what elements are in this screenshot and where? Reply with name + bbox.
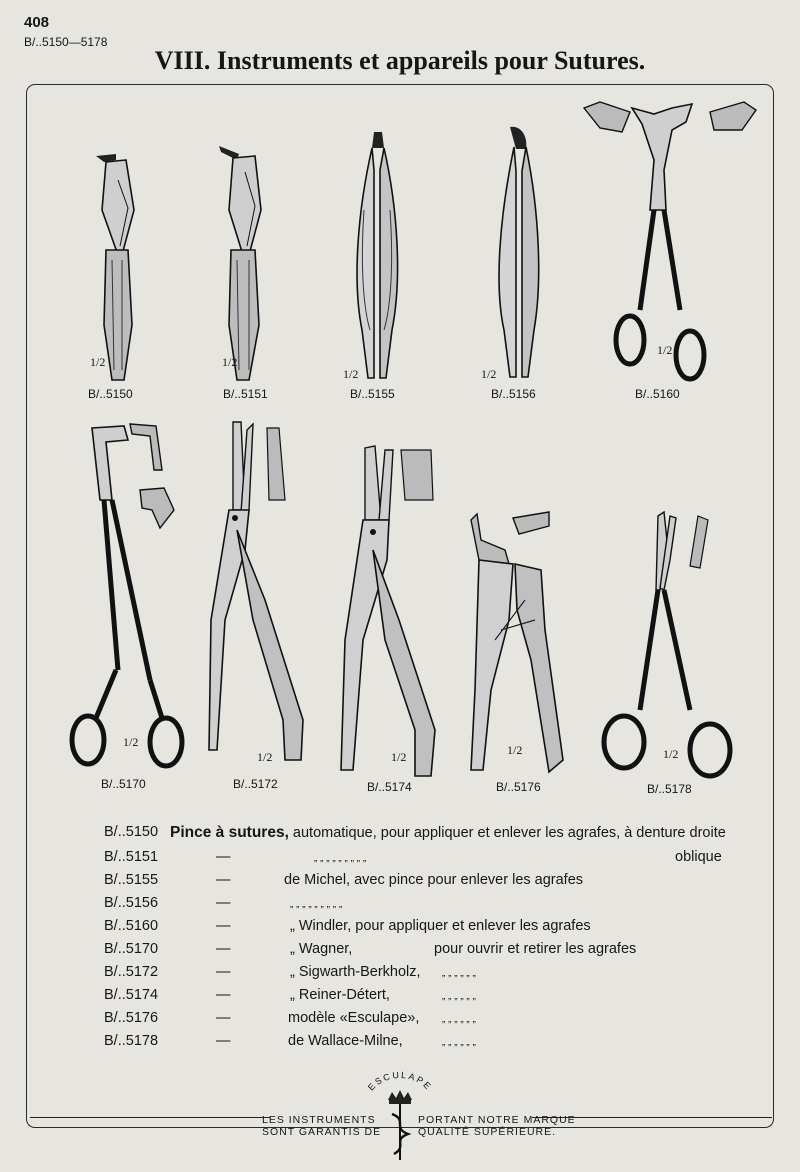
item-code: B/..5174 [104, 987, 159, 1003]
ditto-marks: „ „ „ „ „ „ „ „ „ [314, 853, 367, 864]
item-code: B/..5156 [104, 895, 159, 911]
item-dash: — [216, 964, 231, 980]
item-dash: — [216, 849, 231, 865]
item-description: oblique [675, 849, 722, 865]
figure-label: B/..5170 [101, 777, 146, 791]
item-code: B/..5172 [104, 964, 159, 980]
esculape-caduceus-crown-logo [362, 1069, 438, 1164]
scale-fraction: 1/2 [507, 743, 523, 757]
esculape-pliers-icon [465, 510, 575, 780]
suture-forceps-icon [92, 150, 142, 385]
item-code: B/..5150 [104, 824, 159, 840]
footer-text-left: LES INSTRUMENTS SONT GARANTIS DE [262, 1114, 382, 1138]
figure-label: B/..5176 [496, 780, 541, 794]
page-number: 408 [24, 14, 50, 31]
ditto-marks: „ „ „ „ „ „ [442, 991, 476, 1002]
item-dash: — [216, 1033, 231, 1049]
item-dash: — [216, 918, 231, 934]
item-description: pour ouvrir et retirer les agrafes [434, 941, 637, 957]
scale-fraction: 1/2 [343, 367, 359, 381]
michel-clip-forceps-curved-icon [490, 125, 545, 380]
item-code: B/..5151 [104, 849, 159, 865]
suture-forceps-oblique-icon [215, 140, 270, 385]
scale-fraction: 1/2 [90, 355, 106, 369]
item-dash: — [216, 987, 231, 1003]
scale-fraction: 1/2 [222, 355, 238, 369]
ditto-marks: „ „ „ „ „ „ [442, 1037, 476, 1048]
item-description: automatique, pour appliquer et enlever les agrafes, à denture droite [288, 825, 726, 841]
item-description: de Wallace-Milne, [288, 1033, 403, 1049]
ditto-marks: „ „ „ „ „ „ [442, 968, 476, 979]
item-description: „ Windler, pour appliquer et enlever les agrafes [290, 918, 591, 934]
wallace-milne-forceps-icon [600, 510, 735, 780]
item-description: de Michel, avec pince pour enlever les agrafes [284, 872, 584, 888]
scale-fraction: 1/2 [123, 735, 139, 749]
sigwarth-berkholz-pliers-icon [205, 420, 315, 770]
item-dash: — [216, 941, 231, 957]
figure-label: B/..5155 [350, 387, 395, 401]
item-code: B/..5176 [104, 1010, 159, 1026]
scale-fraction: 1/2 [657, 343, 673, 357]
michel-clip-forceps-icon [350, 130, 405, 380]
footer-rule-left [30, 1117, 270, 1118]
item-name: Pince à sutures, [170, 824, 289, 841]
figure-label: B/..5151 [223, 387, 268, 401]
page-title: VIII. Instruments et appareils pour Sutures. [154, 46, 646, 75]
page-range: B/..5150—5178 [24, 35, 108, 49]
item-dash: — [216, 895, 231, 911]
item-dash: — [216, 872, 231, 888]
item-description: „ Reiner-Détert, [290, 987, 390, 1003]
figure-label: B/..5156 [491, 387, 536, 401]
item-description: „ Sigwarth-Berkholz, [290, 964, 421, 980]
scale-fraction: 1/2 [257, 750, 273, 764]
figure-label: B/..5174 [367, 780, 412, 794]
footer-text-right: PORTANT NOTRE MARQUE QUALITÉ SUPÉRIEURE. [418, 1114, 576, 1138]
item-description: „ Wagner, [290, 941, 353, 957]
figure-label: B/..5178 [647, 782, 692, 796]
wagner-clip-forceps-icon [66, 420, 191, 770]
scale-fraction: 1/2 [663, 747, 679, 761]
svg-text:ESCULAPE: ESCULAPE [365, 1069, 435, 1093]
item-code: B/..5170 [104, 941, 159, 957]
item-code: B/..5155 [104, 872, 159, 888]
figure-label: B/..5172 [233, 777, 278, 791]
figure-label: B/..5150 [88, 387, 133, 401]
scale-fraction: 1/2 [391, 750, 407, 764]
scale-fraction: 1/2 [481, 367, 497, 381]
ditto-marks: „ „ „ „ „ „ „ „ „ [290, 899, 343, 910]
item-code: B/..5178 [104, 1033, 159, 1049]
reiner-detert-pliers-icon [335, 440, 445, 780]
item-code: B/..5160 [104, 918, 159, 934]
item-dash: — [216, 1010, 231, 1026]
ditto-marks: „ „ „ „ „ „ [442, 1014, 476, 1025]
item-description: modèle «Esculape», [288, 1010, 420, 1026]
figure-label: B/..5160 [635, 387, 680, 401]
